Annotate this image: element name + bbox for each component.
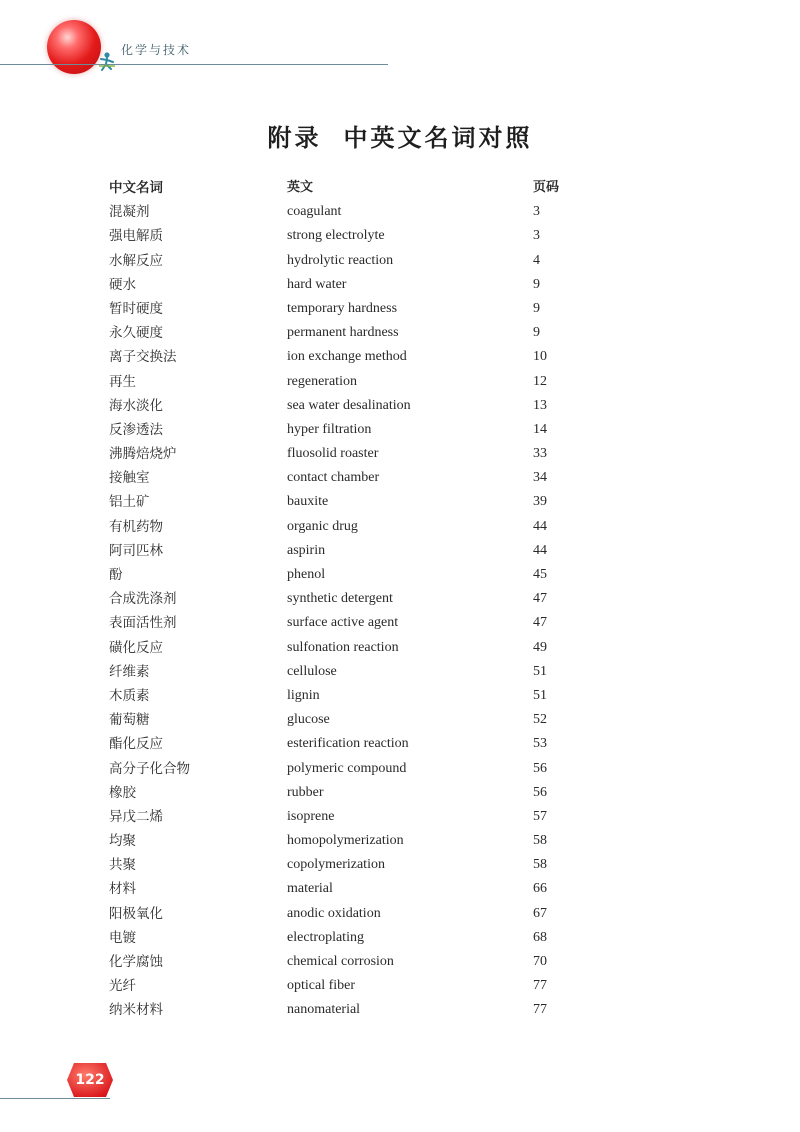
glossary-table — [109, 176, 589, 1023]
page-title — [0, 118, 800, 153]
term-chinese: 电镀 — [109, 929, 136, 946]
term-page: 44 — [533, 542, 547, 558]
term-chinese: 橡胶 — [109, 784, 136, 801]
term-chinese: 异戊二烯 — [109, 808, 163, 825]
term-chinese: 接触室 — [109, 470, 150, 487]
term-chinese: 反渗透法 — [109, 421, 163, 438]
term-english: chemical corrosion — [287, 954, 394, 969]
term-english: temporary hardness — [287, 300, 398, 316]
term-english: surface active agent — [287, 615, 399, 631]
glossary-row — [109, 563, 589, 587]
term-english: regeneration — [287, 373, 357, 389]
term-page: 9 — [533, 325, 540, 341]
term-page: 66 — [533, 881, 547, 897]
term-chinese: 磺化反应 — [109, 639, 163, 656]
term-english: ion exchange method — [287, 349, 407, 365]
glossary-row — [109, 660, 589, 684]
glossary-row — [109, 781, 589, 805]
term-page: 77 — [533, 978, 547, 994]
term-page: 47 — [533, 591, 547, 607]
term-page: 10 — [533, 349, 547, 365]
term-page: 56 — [533, 784, 547, 800]
term-chinese: 离子交换法 — [109, 349, 177, 366]
term-english: phenol — [287, 567, 326, 582]
term-page: 45 — [533, 567, 547, 582]
term-english: isoprene — [287, 808, 335, 824]
term-page: 57 — [533, 808, 547, 824]
term-english: permanent hardness — [287, 325, 399, 341]
term-english: rubber — [287, 784, 324, 800]
glossary-row — [109, 853, 589, 877]
term-english: strong electrolyte — [287, 228, 385, 244]
glossary-row — [109, 611, 589, 635]
glossary-row — [109, 757, 589, 781]
term-chinese: 暂时硬度 — [109, 300, 163, 317]
term-page: 44 — [533, 518, 547, 534]
column-header-page: 页码 — [533, 180, 560, 195]
term-english: hard water — [287, 276, 347, 292]
header-red-ball-logo — [47, 20, 101, 74]
term-chinese: 混凝剂 — [109, 204, 150, 221]
term-chinese: 共聚 — [109, 857, 136, 874]
glossary-row — [109, 732, 589, 756]
term-page: 9 — [533, 300, 540, 316]
term-english: synthetic detergent — [287, 591, 393, 607]
glossary-row — [109, 249, 589, 273]
term-page: 34 — [533, 470, 547, 486]
glossary-row — [109, 442, 589, 466]
term-english: fluosolid roaster — [287, 446, 379, 462]
term-page: 52 — [533, 712, 547, 728]
term-page: 67 — [533, 905, 547, 921]
glossary-row — [109, 636, 589, 660]
glossary-row — [109, 394, 589, 418]
term-page: 58 — [533, 857, 547, 873]
term-chinese: 化学腐蚀 — [109, 954, 163, 970]
term-english: hyper filtration — [287, 421, 372, 437]
column-header-english: 英文 — [287, 180, 314, 195]
glossary-row — [109, 684, 589, 708]
term-page: 4 — [533, 252, 540, 268]
header-rule — [0, 64, 388, 65]
term-page: 9 — [533, 276, 540, 292]
term-english: cellulose — [287, 663, 337, 679]
term-page: 3 — [533, 228, 540, 244]
term-chinese: 硬水 — [109, 276, 136, 293]
term-english: homopolymerization — [287, 833, 404, 849]
glossary-row — [109, 466, 589, 490]
term-page: 13 — [533, 397, 547, 413]
term-page: 12 — [533, 373, 547, 389]
glossary-row — [109, 950, 589, 974]
term-english: anodic oxidation — [287, 905, 381, 921]
glossary-row — [109, 829, 589, 853]
term-page: 33 — [533, 446, 547, 462]
column-header-chinese: 中文名词 — [109, 180, 163, 196]
glossary-row — [109, 708, 589, 732]
term-page: 39 — [533, 494, 547, 510]
term-page: 58 — [533, 833, 547, 849]
term-chinese: 光纤 — [109, 978, 136, 995]
term-chinese: 高分子化合物 — [109, 760, 190, 777]
term-english: coagulant — [287, 204, 342, 220]
term-english: optical fiber — [287, 978, 356, 994]
term-chinese: 有机药物 — [109, 518, 163, 535]
glossary-row — [109, 539, 589, 563]
glossary-row — [109, 345, 589, 369]
term-english: polymeric compound — [287, 760, 407, 776]
term-english: sea water desalination — [287, 397, 411, 413]
term-english: aspirin — [287, 542, 326, 558]
term-english: esterification reaction — [287, 736, 409, 752]
term-english: nanomaterial — [287, 1002, 361, 1018]
glossary-row — [109, 297, 589, 321]
footer-rule — [0, 1098, 110, 1099]
term-english: bauxite — [287, 494, 329, 510]
term-page: 49 — [533, 639, 547, 655]
term-english: lignin — [287, 687, 320, 703]
term-chinese: 永久硬度 — [109, 325, 163, 342]
glossary-row — [109, 974, 589, 998]
term-page: 77 — [533, 1002, 547, 1018]
glossary-row — [109, 200, 589, 224]
term-chinese: 强电解质 — [109, 228, 163, 245]
glossary-row — [109, 490, 589, 514]
term-page: 14 — [533, 421, 547, 437]
term-chinese: 再生 — [109, 373, 136, 390]
term-english: electroplating — [287, 929, 364, 945]
term-chinese: 纳米材料 — [109, 1002, 163, 1019]
term-english: copolymerization — [287, 857, 385, 873]
glossary-row — [109, 587, 589, 611]
term-english: sulfonation reaction — [287, 639, 399, 655]
term-chinese: 水解反应 — [109, 252, 163, 269]
glossary-row — [109, 224, 589, 248]
term-page: 51 — [533, 663, 547, 679]
term-chinese: 木质素 — [109, 687, 150, 704]
term-chinese: 海水淡化 — [109, 397, 163, 414]
page-number: 122 — [75, 1072, 105, 1088]
term-page: 47 — [533, 615, 547, 631]
term-english: hydrolytic reaction — [287, 252, 394, 268]
term-english: organic drug — [287, 518, 358, 534]
glossary-header-row — [109, 176, 589, 200]
term-chinese: 酯化反应 — [109, 736, 163, 753]
glossary-row — [109, 418, 589, 442]
term-chinese: 铝土矿 — [109, 494, 150, 511]
term-chinese: 纤维素 — [109, 663, 150, 680]
term-page: 68 — [533, 929, 547, 945]
term-page: 53 — [533, 736, 547, 752]
page-title-appendix: 附录 — [267, 123, 322, 152]
term-english: material — [287, 881, 333, 897]
term-page: 3 — [533, 204, 540, 220]
glossary-row — [109, 515, 589, 539]
term-chinese: 葡萄糖 — [109, 712, 150, 729]
header-figure-icon — [96, 50, 118, 72]
term-chinese: 合成洗涤剂 — [109, 591, 177, 608]
term-page: 56 — [533, 760, 547, 776]
term-english: contact chamber — [287, 470, 380, 486]
term-chinese: 酚 — [109, 567, 123, 583]
glossary-row — [109, 805, 589, 829]
term-chinese: 均聚 — [109, 833, 136, 850]
glossary-row — [109, 926, 589, 950]
glossary-row — [109, 877, 589, 901]
term-page: 70 — [533, 954, 547, 969]
glossary-row — [109, 273, 589, 297]
glossary-row — [109, 370, 589, 394]
glossary-row — [109, 998, 589, 1022]
header-section-title: 化学与技术 — [121, 43, 192, 57]
term-chinese: 沸腾焙烧炉 — [109, 446, 177, 463]
page-title-main: 中英文名词对照 — [343, 123, 533, 152]
term-chinese: 阳极氧化 — [109, 905, 163, 922]
glossary-row — [109, 321, 589, 345]
term-chinese: 表面活性剂 — [109, 615, 177, 632]
term-english: glucose — [287, 712, 330, 728]
term-page: 51 — [533, 687, 547, 703]
glossary-row — [109, 902, 589, 926]
term-chinese: 阿司匹林 — [109, 542, 163, 559]
term-chinese: 材料 — [109, 881, 136, 898]
